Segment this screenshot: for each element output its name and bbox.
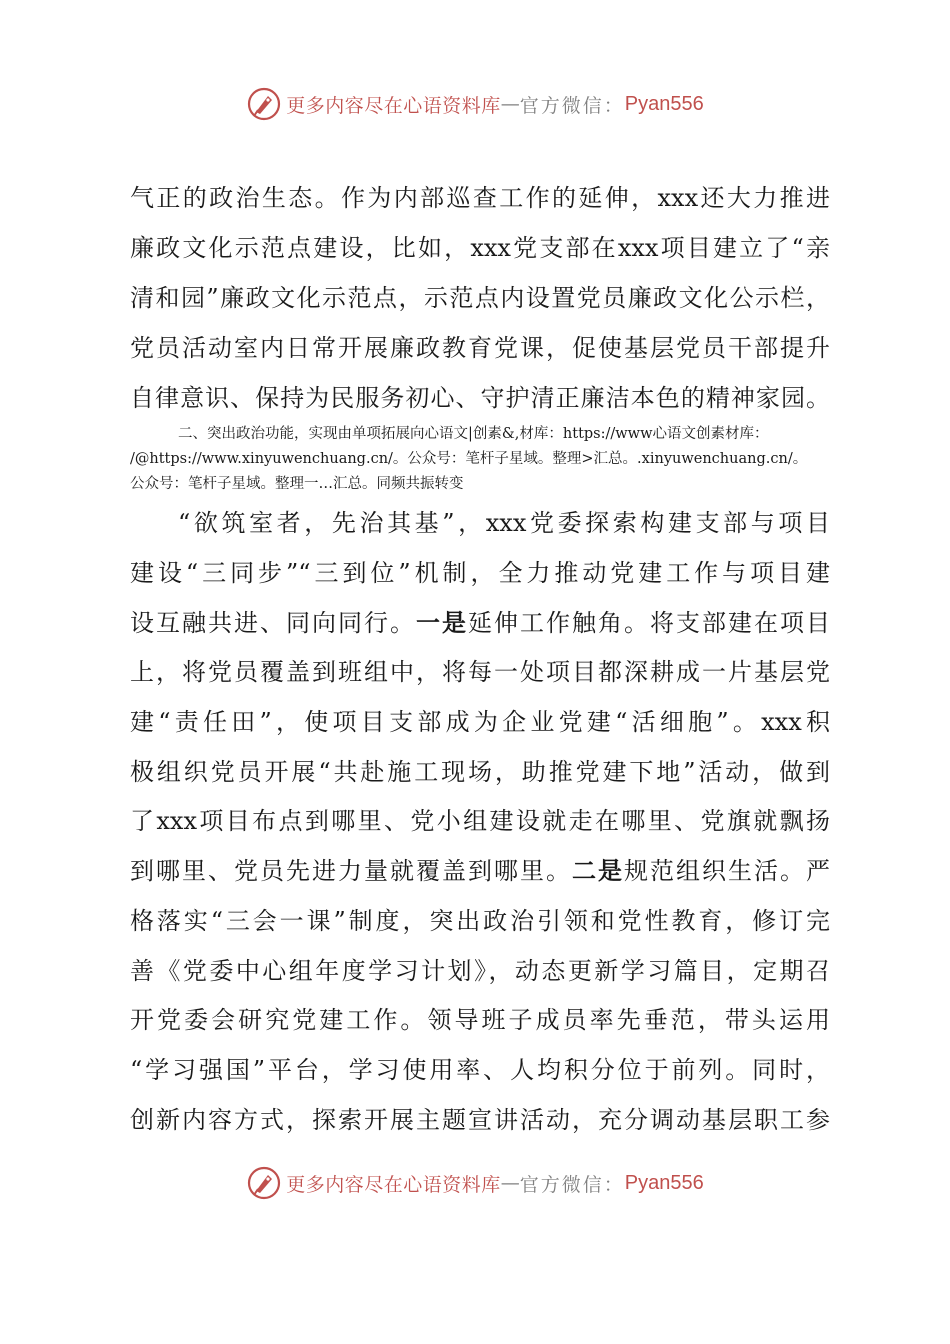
watermark-label: 官方微信： [519, 1173, 625, 1196]
pen-nib-logo-icon [246, 1165, 282, 1201]
header-watermark [0, 84, 950, 124]
body-line: 善《党委中心组年度学习计划》，动态更新学习篇目，定期召 [130, 957, 830, 985]
body-line: 建设“三同步”“三到位”机制，全力推动党建工作与项目建 [130, 559, 830, 587]
body-line: 气正的政治生态。作为内部巡查工作的延伸，xxx还大力推进 [130, 184, 830, 212]
watermark-wechat-id: Pyan556 [624, 1171, 704, 1194]
body-line: 上，将党员覆盖到班组中，将每一处项目都深耕成一片基层党 [130, 658, 830, 686]
pen-nib-logo-icon [246, 86, 282, 122]
body-line: 清和园”廉政文化示范点，示范点内设置党员廉政文化公示栏， [130, 284, 830, 312]
watermark-wechat-id: Pyan556 [624, 92, 704, 115]
body-line: 设互融共进、同向同行。一是延伸工作触角。将支部建在项目 [130, 608, 830, 637]
body-line: 廉政文化示范点建设，比如，xxx党支部在xxx项目建立了“亲 [130, 234, 830, 262]
body-line: 格落实“三会一课”制度，突出政治引领和党性教育，修订完 [130, 907, 830, 935]
watermark-separator: — [500, 1172, 520, 1194]
body-line: 建“责任田”，使项目支部成为企业党建“活细胞”。xxx积 [130, 708, 830, 736]
emphasis-second: 二是 [572, 856, 624, 885]
watermark-main-text: 更多内容尽在心语资料库 [286, 94, 501, 117]
watermark-main-text: 更多内容尽在心语资料库 [286, 1173, 501, 1196]
body-line: 极组织党员开展“共赴施工现场，助推党建下地”活动，做到 [130, 758, 830, 786]
body-line: 党员活动室内日常开展廉政教育党课，促使基层党员干部提升 [130, 334, 830, 362]
watermark-separator: — [500, 93, 520, 115]
body-line: 自律意识、保持为民服务初心、守护清正廉洁本色的精神家园。 [130, 384, 830, 412]
section-heading-line: /@https://www.xinyuwenchuang.cn/。公众号：笔杆子星域。整理>汇总。.xinyuwenchuang.cn/。 [130, 451, 808, 467]
footer-watermark [0, 1163, 950, 1203]
emphasis-first: 一是 [416, 608, 468, 637]
section-heading-line: 公众号：笔杆子星域。整理一…汇总。同频共振转变 [130, 476, 464, 492]
body-line: “学习强国”平台，学习使用率、人均积分位于前列。同时， [130, 1056, 830, 1084]
body-line: 开党委会研究党建工作。领导班子成员率先垂范，带头运用 [130, 1006, 830, 1034]
body-line: 了xxx项目布点到哪里、党小组建设就走在哪里、党旗就飘扬 [130, 807, 830, 835]
body-line: 到哪里、党员先进力量就覆盖到哪里。二是规范组织生活。严 [130, 856, 830, 885]
body-line: 创新内容方式，探索开展主题宣讲活动，充分调动基层职工参 [130, 1106, 830, 1134]
watermark-label: 官方微信： [519, 94, 625, 117]
body-line: “欲筑室者，先治其基”，xxx党委探索构建支部与项目 [178, 509, 830, 537]
section-heading-line: 二、突出政治功能，实现由单项拓展向心语文|创素&,材库：https://www心语文创素材库： [178, 426, 769, 442]
